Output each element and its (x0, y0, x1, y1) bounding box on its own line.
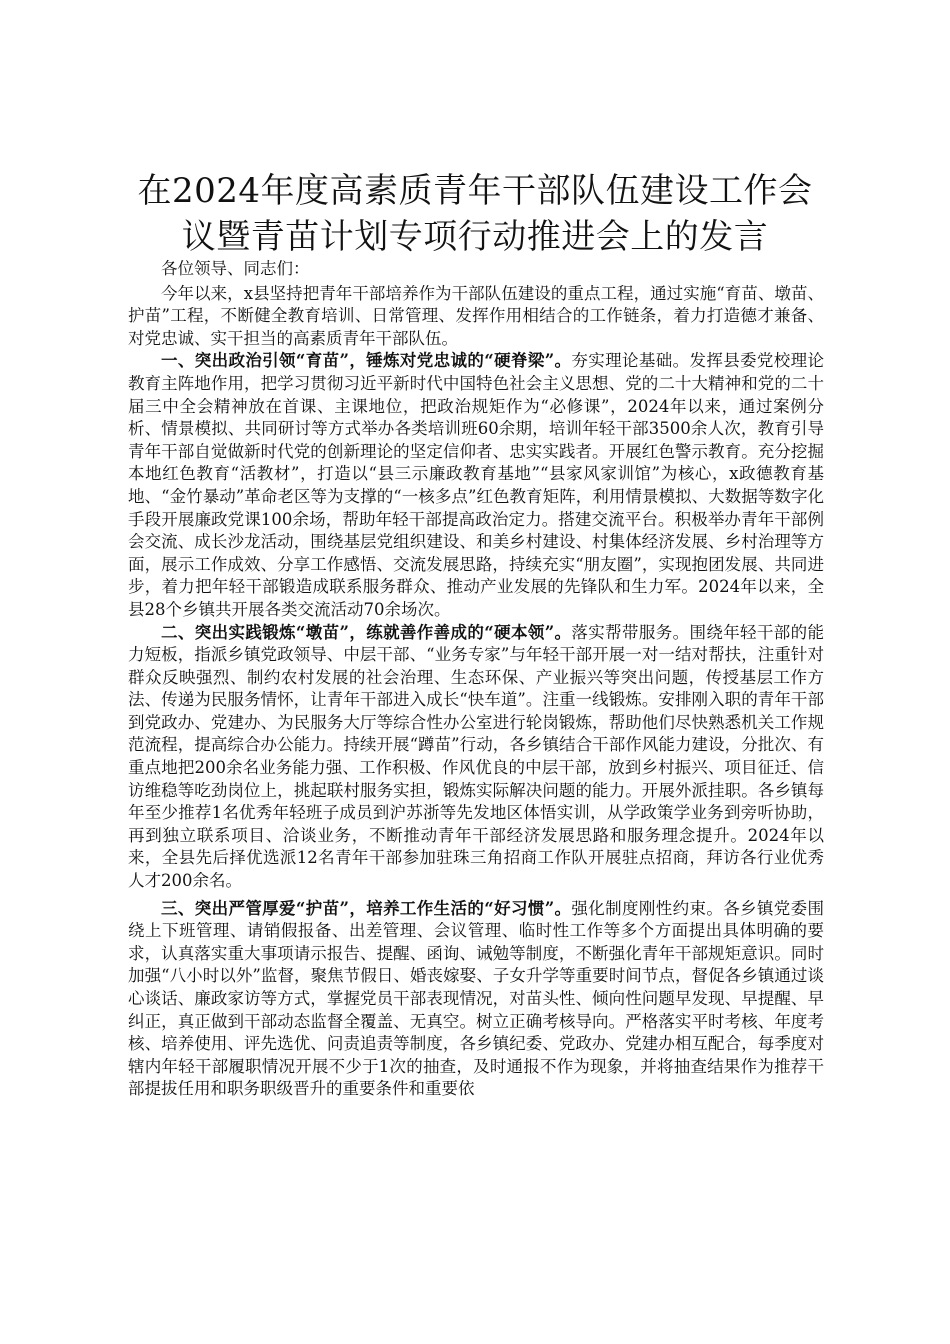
document-body (128, 258, 824, 1101)
intro-paragraph: 今年以来，x县坚持把青年干部培养作为干部队伍建设的重点工程，通过实施“育苗、墩苗、护苗”工程，不断健全教育培训、日常管理、发挥作用相结合的工作链条，着力打造德才兼备、对党忠诚、实干担当的高素质青年干部队伍。 (128, 283, 824, 348)
section-paragraph-1 (128, 350, 824, 621)
section-heading-1: 一、突出政治引领“育苗”，锤炼对党忠诚的“硬脊梁”。 (161, 351, 572, 371)
section-heading-2: 二、突出实践锻炼“墩苗”，练就善作善成的“硬本领”。 (161, 622, 572, 642)
section-paragraph-3 (128, 898, 824, 1101)
title-line-1: 在2024年度高素质青年干部队伍建设工作会 (137, 171, 813, 211)
greeting-line: 各位领导、同志们： (161, 259, 310, 278)
section-heading-3: 三、突出严管厚爱“护苗”，培养工作生活的“好习惯”。 (161, 898, 572, 918)
section-paragraph-2 (128, 622, 824, 893)
document-title (120, 168, 830, 260)
section-text-2: 落实帮带服务。围绕年轻干部的能力短板，指派乡镇党政领导、中层干部、“业务专家”与年轻干部开展一对一结对帮扶，注重针对群众反映强烈、制约农村发展的社会治理、生态环保、产业振兴等突出问题，传授基层工作方法、传递为民服务情怀，让青年干部进入成长“快车道”。注重一线锻炼。安排刚入职的青年干部到党政办、党建办、为民服务大厅等综合性办公室进行轮岗锻炼，帮助他们尽快熟悉机关工作规范流程，提高综合办公能力。持续开展“蹲苗”行动，各乡镇结合干部作风能力建设，分批次、有重点地把200余名业务能力强、工作积极、作风优良的中层干部，放到乡村振兴、项目征迁、信访维稳等吃劲岗位上，挑起联村服务实担，锻炼实际解决问题的能力。开展外派挂职。各乡镇每年至少推荐1名优秀年轻班子成员到沪苏浙等先发地区体悟实训，从学政策学业务到旁听协助，再到独立联系项目、洽谈业务，不断推动青年干部经济发展思路和服务理念提升。2024年以来，全县先后择优选派12名青年干部参加驻珠三角招商工作队开展驻点招商，拜访各行业优秀人才200余名。 (128, 622, 825, 891)
section-text-3: 强化制度刚性约束。各乡镇党委围绕上下班管理、请销假报备、出差管理、会议管理、临时性工作等多个方面提出具体明确的要求，认真落实重大事项请示报告、提醒、函询、诫勉等制度，不断强化青年干部规矩意识。同时加强“八小时以外”监督，聚焦节假日、婚丧嫁娶、子女升学等重要时间节点，督促各乡镇通过谈心谈话、廉政家访等方式，掌握党员干部表现情况，对苗头性、倾向性问题早发现、早提醒、早纠正，真正做到干部动态监督全覆盖、无真空。树立正确考核导向。严格落实平时考核、年度考核、培养使用、评先选优、问责追责等制度，各乡镇纪委、党政办、党建办相互配合，每季度对辖内年轻干部履职情况开展不少于1次的抽查，及时通报不作为现象，并将抽查结果作为推荐干部提拔任用和职务职级晋升的重要条件和重要依 (128, 898, 825, 1099)
title-line-2: 议暨青苗计划专项行动推进会上的发言 (181, 217, 769, 257)
section-text-1: 夯实理论基础。发挥县委党校理论教育主阵地作用，把学习贯彻习近平新时代中国特色社会主义思想、党的二十大精神和党的二十届三中全会精神放在首课、主课地位，把政治规矩作为“必修课”，2024年以来，通过案例分析、情景模拟、共同研讨等方式举办各类培训班60余期，培训年轻干部3500余人次，教育引导青年干部自觉做新时代党的创新理论的坚定信仰者、忠实实践者。开展红色警示教育。充分挖掘本地红色教育“活教材”，打造以“县三示廉政教育基地”“县家风家训馆”为核心，x政德教育基地、“金竹暴动”革命老区等为支撑的“一核多点”红色教育矩阵，利用情景模拟、大数据等数字化手段开展廉政党课100余场，帮助年轻干部提高政治定力。搭建交流平台。积极举办青年干部例会交流、成长沙龙活动，围绕基层党组织建设、和美乡村建设、村集体经济发展、乡村治理等方面，展示工作成效、分享工作感悟、交流发展思路，持续充实“朋友圈”，实现抱团发展、共同进步，着力把年轻干部锻造成联系服务群众、推动产业发展的先锋队和生力军。2024年以来，全县28个乡镇共开展各类交流活动70余场次。 (128, 351, 825, 619)
